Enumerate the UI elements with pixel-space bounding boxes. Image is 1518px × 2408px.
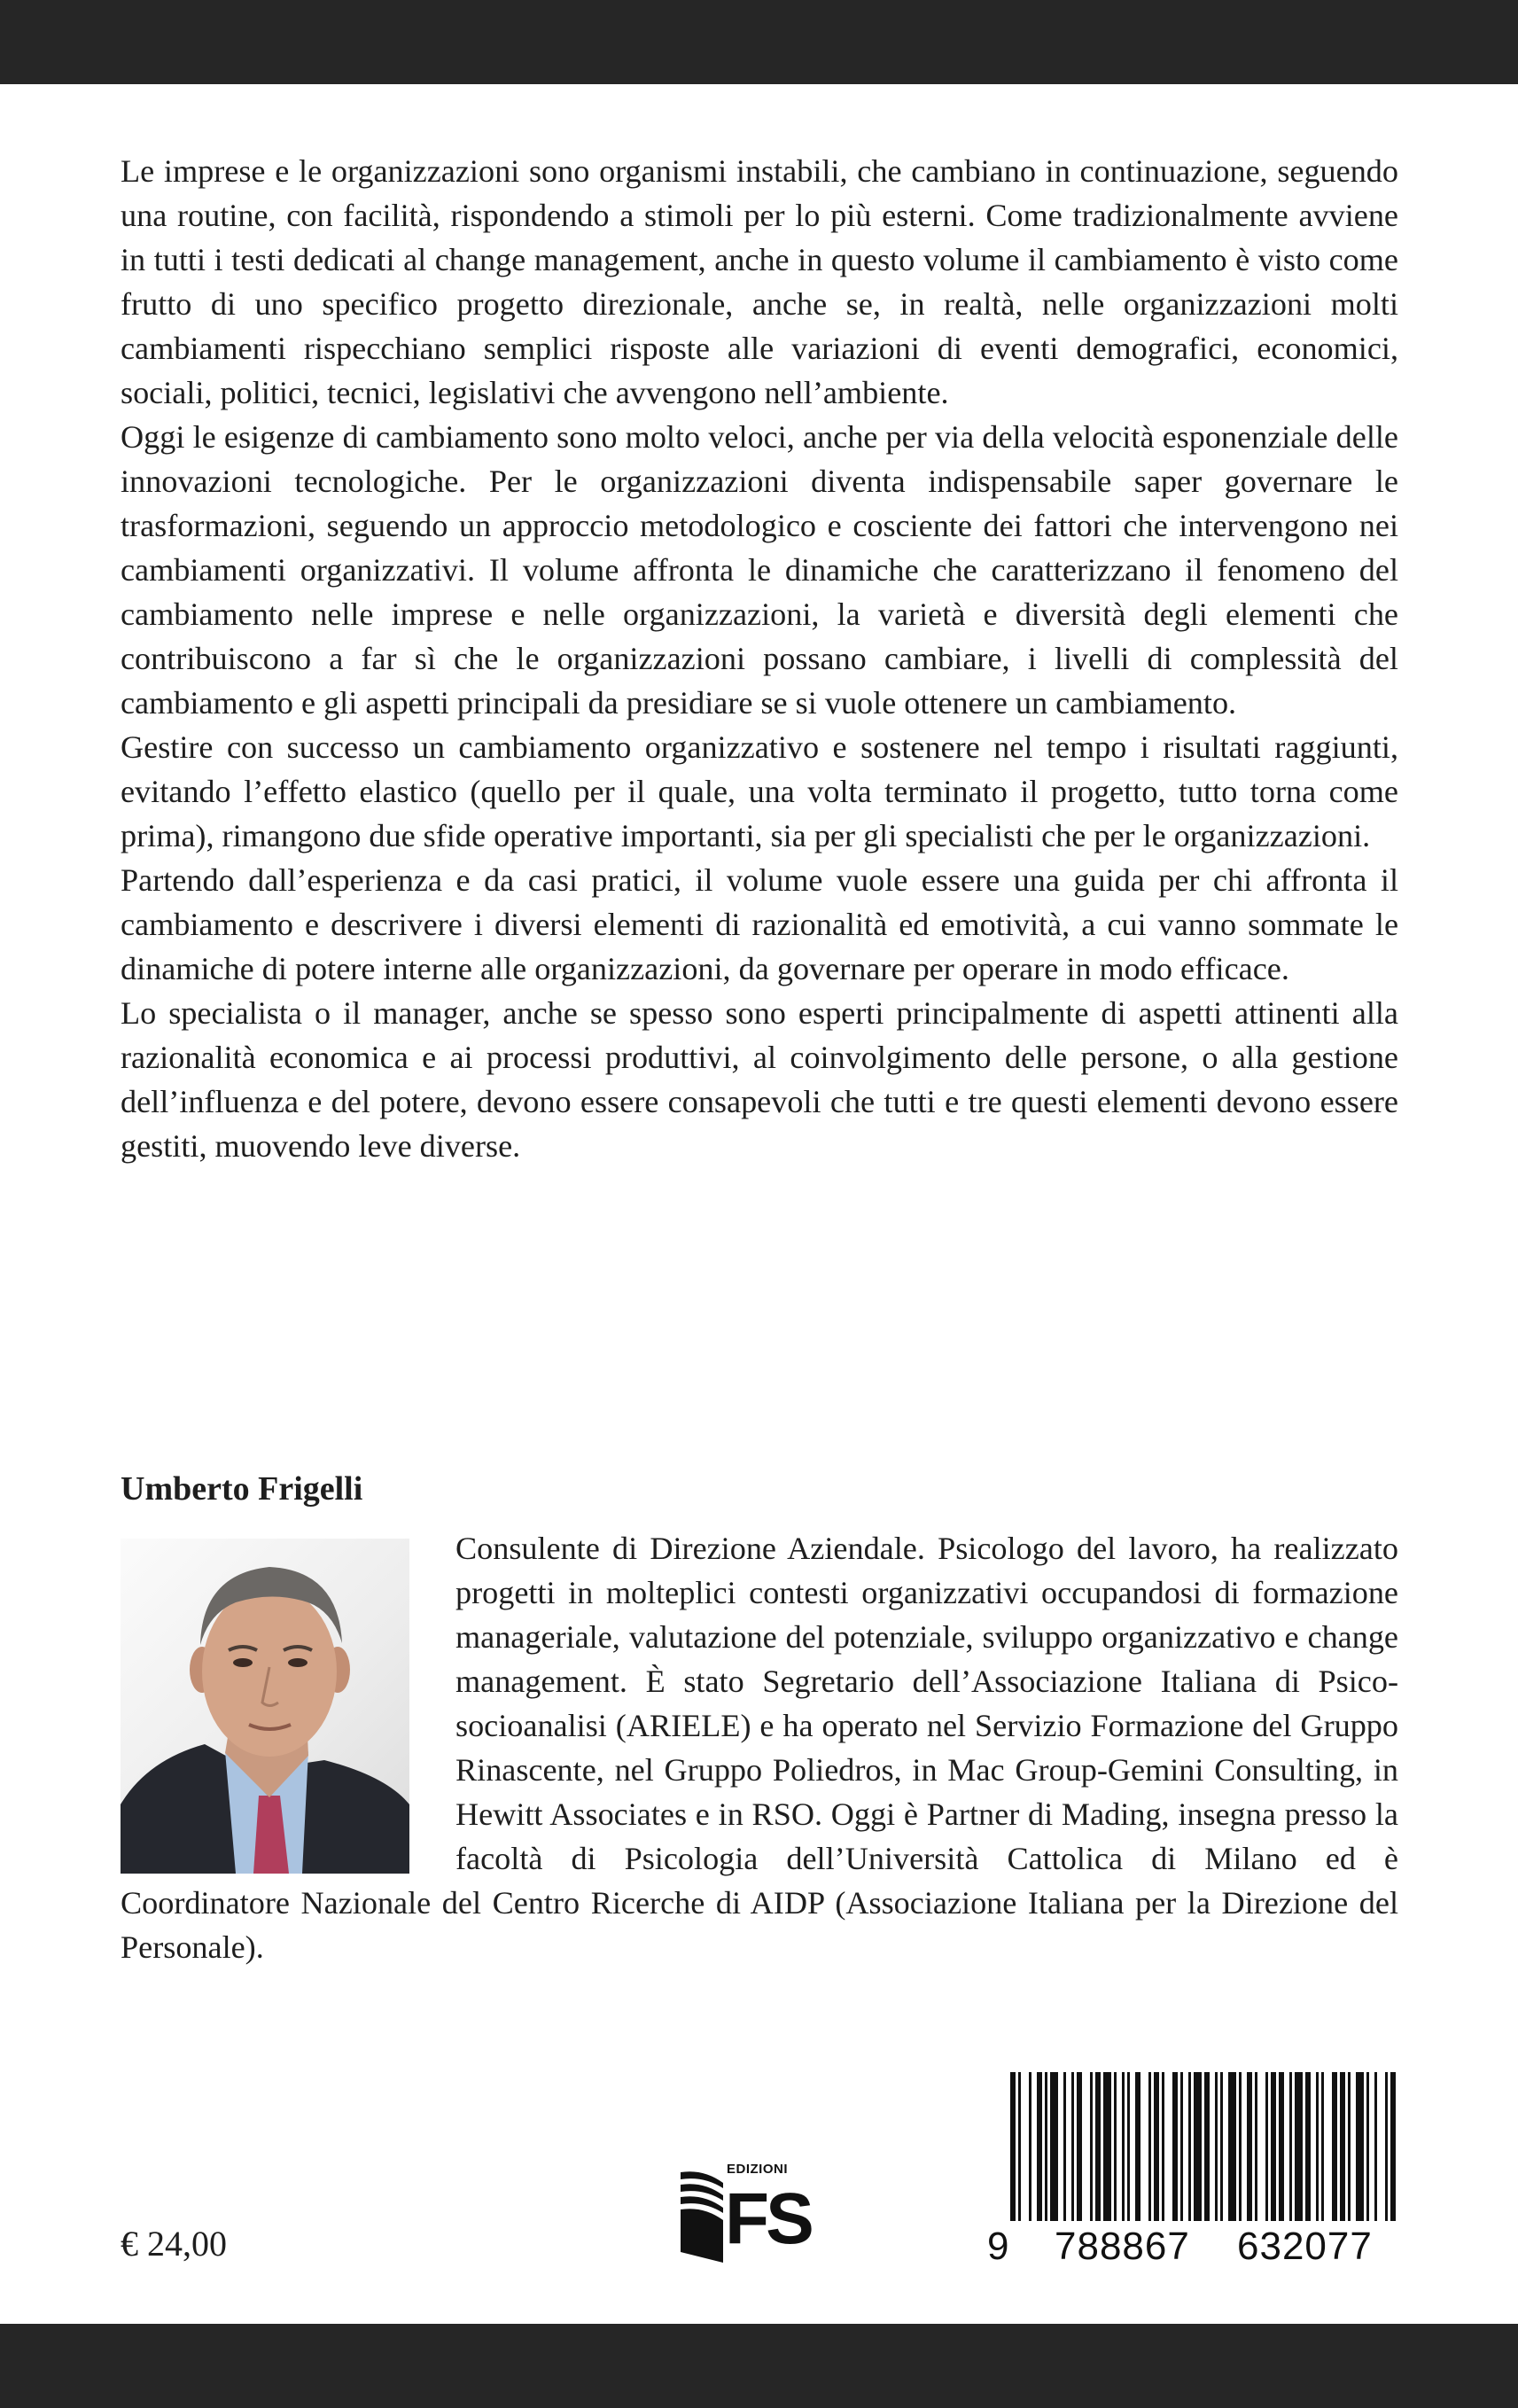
publisher-label: EDIZIONI xyxy=(727,2162,789,2177)
description-paragraph-1: Le imprese e le organizzazioni sono organismi instabili, che cambiano in continuazione, seguendo una routine, con facilità, rispondendo a stimoli per lo più esterni. Come tradizionalmente avviene in tutti i testi dedicati al change management, anche in questo volume il cambiamento è visto come frutto di uno specifico progetto direzionale, anche se, in realtà, nelle organizzazioni molti cambiamenti rispecchiano semplici risposte alle variazioni di eventi demografici, economici, sociali, politici, tecnici, legislativi che avvengono nell’ambiente. xyxy=(121,153,1398,410)
book-icon xyxy=(677,2167,727,2264)
bottom-band xyxy=(0,2324,1518,2408)
isbn-lead-digit: 9 xyxy=(987,2225,1009,2268)
top-band xyxy=(0,0,1518,84)
isbn-barcode xyxy=(984,2072,1405,2274)
isbn-group-1: 788867 xyxy=(1055,2225,1190,2268)
description-paragraph-3: Gestire con successo un cambiamento organizzativo e sostenere nel tempo i risultati raggiunti, evitando l’effetto elastico (quello per il quale, una volta terminato il progetto, tutto torna come prima), rimangono due sfide operative importanti, sia per gli specialisti che per le organizzazioni. xyxy=(121,729,1398,853)
description-text xyxy=(121,149,1398,1168)
publisher-mark: FS xyxy=(725,2178,811,2259)
publisher-logo xyxy=(677,2160,829,2266)
author-bio: Consulente di Direzione Aziendale. Psicologo del lavoro, ha realizzato progetti in molteplici contesti organizzativi occupandosi di formazione manageriale, valutazione del potenziale, sviluppo organizzativo e change management. È stato Segretario dell’Associazione Italiana di Psico-socioanalisi (ARIELE) e ha operato nel Servizio Formazione del Gruppo Rinascente, nel Gruppo Poliedros, in Mac Group-Gemini Consulting, in Hewitt Associates e in RSO. Oggi è Partner di Mading, insegna presso la facoltà di Psicologia dell’Università Cattolica di Milano ed è Coordinatore Nazionale del Centro Ricerche di AIDP (Associazione Italiana per la Direzione del Personale). xyxy=(121,1531,1398,1965)
isbn-group-2: 632077 xyxy=(1237,2225,1373,2268)
price: € 24,00 xyxy=(121,2224,227,2264)
author-name: Umberto Frigelli xyxy=(121,1470,363,1508)
description-paragraph-5: Lo specialista o il manager, anche se spesso sono esperti principalmente di aspetti attinenti alla razionalità economica e ai processi produttivi, al coinvolgimento delle persone, o alla gestione dell’influenza e del potere, devono essere consapevoli che tutti e tre questi elementi devono essere gestiti, muovendo leve diverse. xyxy=(121,995,1398,1164)
author-photo xyxy=(121,1539,409,1874)
description-paragraph-2: Oggi le esigenze di cambiamento sono molto veloci, anche per via della velocità esponenziale delle innovazioni tecnologiche. Per le organizzazioni diventa indispensabile saper governare le trasformazioni, seguendo un approccio metodologico e cosciente dei fattori che intervengono nei cambiamenti organizzativi. Il volume affronta le dinamiche che caratterizzano il fenomeno del cambiamento nelle imprese e nelle organizzazioni, la varietà e diversità degli elementi che contribuiscono a far sì che le organizzazioni possano cambiare, i livelli di complessità del cambiamento e gli aspetti principali da presidiare se si vuole ottenere un cambiamento. xyxy=(121,419,1398,721)
barcode-bars xyxy=(984,2072,1405,2221)
description-paragraph-4: Partendo dall’esperienza e da casi pratici, il volume vuole essere una guida per chi affronta il cambiamento e descrivere i diversi elementi di razionalità ed emotività, a cui vanno sommate le dinamiche di potere interne alle organizzazioni, da governare per operare in modo efficace. xyxy=(121,862,1398,986)
